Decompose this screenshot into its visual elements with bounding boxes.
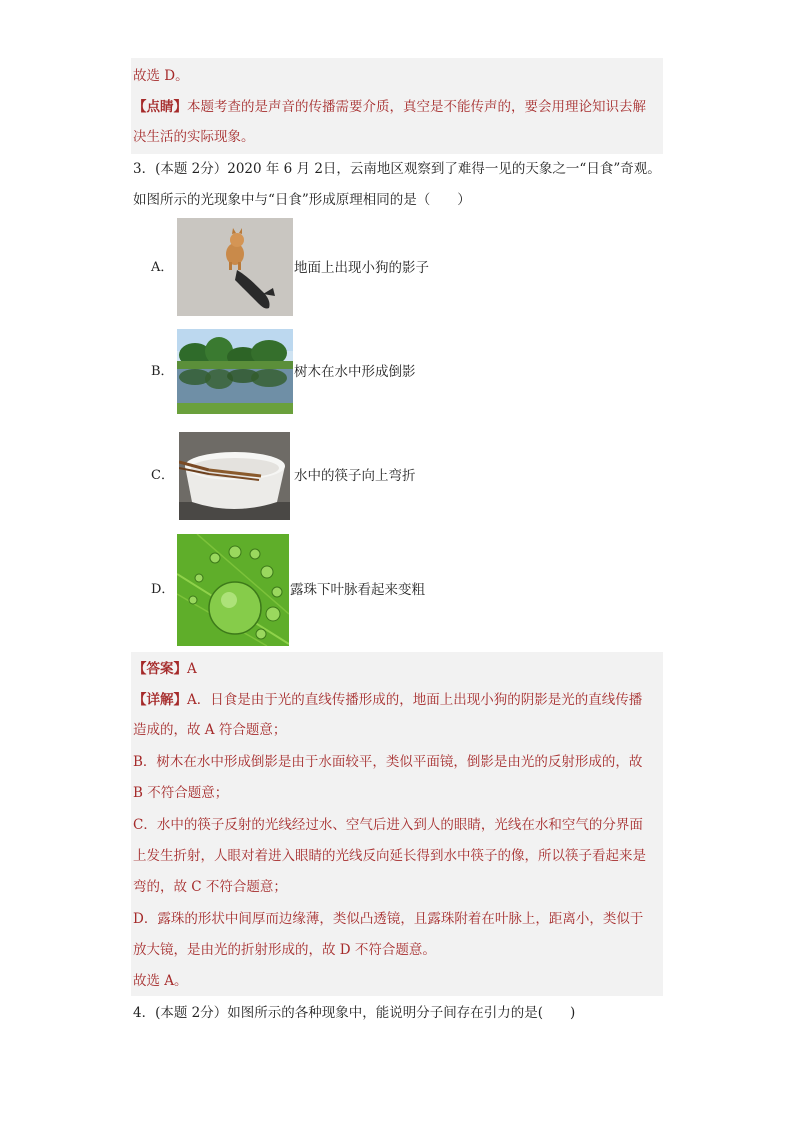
- prev-comment-line1: [133, 97, 646, 117]
- prev-conclusion: 故选 D。: [133, 68, 189, 84]
- prev-comment-line2: 决生活的实际现象。: [133, 129, 255, 145]
- option-c-image-chopsticks-in-bowl: [179, 432, 290, 520]
- option-b-text: 树木在水中形成倒影: [294, 364, 416, 380]
- option-c-text: 水中的筷子向上弯折: [294, 468, 416, 484]
- q3-detail-line6: 上发生折射，人眼对着进入眼睛的光线反向延长得到水中筷子的像，所以筷子看起来是: [133, 848, 646, 864]
- option-d-label: D．: [151, 582, 175, 597]
- option-d-image-dew-on-leaf: [177, 534, 289, 646]
- comment-text-1: 本题考查的是声音的传播需要介质，真空是不能传声的，要会用理论知识去解: [187, 99, 646, 115]
- option-b-label: B．: [151, 364, 174, 379]
- q3-detail-line3: B．树木在水中形成倒影是由于水面较平，类似平面镜，倒影是由光的反射形成的，故: [133, 754, 643, 770]
- answer-tag: 【答案】: [133, 661, 187, 677]
- q3-detail-line9: 放大镜，是由光的折射形成的，故 D 不符合题意。: [133, 942, 436, 958]
- option-d-text: 露珠下叶脉看起来变粗: [290, 582, 425, 598]
- dog-shadow-picture: [177, 218, 293, 316]
- q3-conclusion: 故选 A。: [133, 973, 188, 989]
- q3-stem-line2: 如图所示的光现象中与“日食”形成原理相同的是（ ）: [133, 192, 471, 208]
- option-a-image-dog-shadow: [177, 218, 293, 316]
- detail-tag: 【详解】: [133, 692, 187, 708]
- q3-detail-line1: [133, 690, 642, 710]
- dew-leaf-picture: [177, 534, 289, 646]
- q3-detail-line5: C．水中的筷子反射的光线经过水、空气后进入到人的眼睛，光线在水和空气的分界面: [133, 817, 643, 833]
- q3-detail-line4: B 不符合题意；: [133, 785, 229, 801]
- q3-detail-line8: D．露珠的形状中间厚而边缘薄，类似凸透镜，且露珠附着在叶脉上，距离小，类似于: [133, 911, 644, 927]
- comment-tag: 【点睛】: [133, 99, 187, 115]
- option-a-text: 地面上出现小狗的影子: [294, 260, 429, 276]
- answer-value: A: [187, 661, 197, 677]
- q3-answer: [133, 659, 197, 679]
- tree-reflection-picture: [177, 329, 293, 414]
- chopsticks-bowl-picture: [179, 432, 290, 520]
- option-c-label: C．: [151, 468, 174, 483]
- option-a-label: A．: [151, 260, 174, 275]
- q3-detail-line7: 弯的，故 C 不符合题意；: [133, 879, 287, 895]
- q3-detail-line2: 造成的，故 A 符合题意；: [133, 722, 287, 738]
- q4-stem: 4．(本题 2分）如图所示的各种现象中，能说明分子间存在引力的是( ): [133, 1005, 576, 1021]
- detail-text-1: A．日食是由于光的直线传播形成的，地面上出现小狗的阴影是光的直线传播: [187, 692, 643, 708]
- option-b-image-tree-reflection: [177, 329, 293, 414]
- q3-stem-line1: 3．(本题 2分）2020 年 6 月 2日，云南地区观察到了难得一见的天象之一“日食”奇观。: [133, 161, 661, 177]
